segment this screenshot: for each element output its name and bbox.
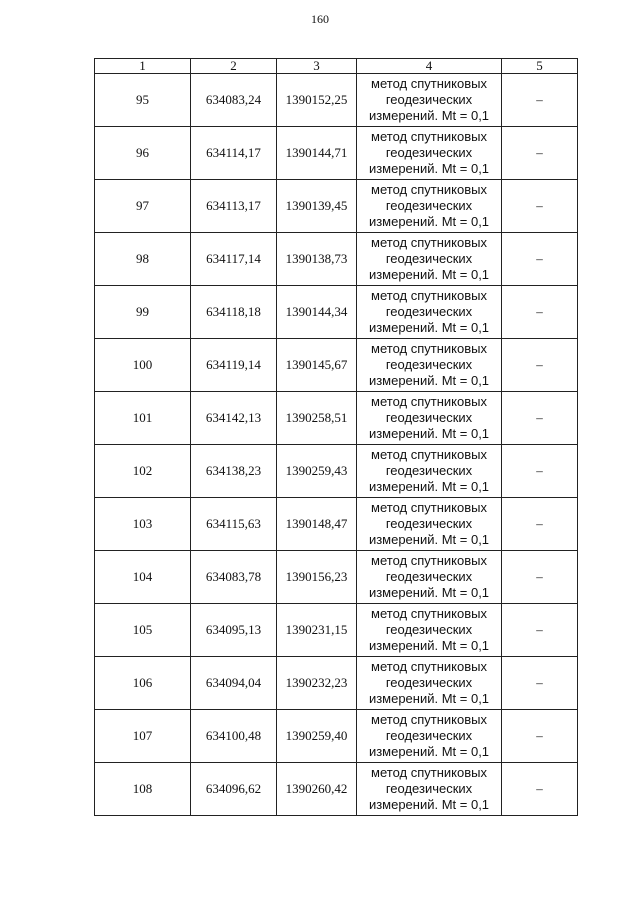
method-line: геодезических [385,463,473,478]
method-line: метод спутниковых [371,447,487,462]
method-line: метод спутниковых [371,500,487,515]
method-line: геодезических [385,251,473,266]
x-coordinate-cell: 634094,04 [191,657,277,710]
table-row [95,392,578,445]
method-cell [357,180,502,233]
method-line: измерений. Mt = 0,1 [368,532,490,547]
point-number-cell: 102 [95,445,191,498]
method-line: измерений. Mt = 0,1 [368,479,490,494]
y-coordinate-cell: 1390259,40 [277,710,357,763]
table-row [95,710,578,763]
method-line: геодезических [385,92,473,107]
point-number-cell: 107 [95,710,191,763]
table-row [95,498,578,551]
y-coordinate-cell: 1390231,15 [277,604,357,657]
method-line: геодезических [385,569,473,584]
x-coordinate-cell: 634100,48 [191,710,277,763]
method-cell [357,392,502,445]
column-header: 1 [95,59,191,74]
point-number-cell: 100 [95,339,191,392]
y-coordinate-cell: 1390145,67 [277,339,357,392]
method-line: метод спутниковых [371,235,487,250]
method-line: измерений. Mt = 0,1 [368,267,490,282]
method-line: метод спутниковых [371,76,487,91]
x-coordinate-cell: 634114,17 [191,127,277,180]
table-body [95,74,578,816]
table-header-row [95,59,578,74]
x-coordinate-cell: 634119,14 [191,339,277,392]
method-cell [357,604,502,657]
method-cell [357,339,502,392]
method-line: измерений. Mt = 0,1 [368,161,490,176]
table-row [95,127,578,180]
note-cell: – [502,180,578,233]
method-line: метод спутниковых [371,765,487,780]
x-coordinate-cell: 634096,62 [191,763,277,816]
note-cell: – [502,445,578,498]
method-line: измерений. Mt = 0,1 [368,214,490,229]
coordinates-table [94,58,578,816]
method-line: метод спутниковых [371,394,487,409]
table-row [95,286,578,339]
x-coordinate-cell: 634115,63 [191,498,277,551]
y-coordinate-cell: 1390258,51 [277,392,357,445]
point-number-cell: 105 [95,604,191,657]
point-number-cell: 101 [95,392,191,445]
y-coordinate-cell: 1390259,43 [277,445,357,498]
method-line: метод спутниковых [371,341,487,356]
method-line: геодезических [385,516,473,531]
point-number-cell: 99 [95,286,191,339]
note-cell: – [502,498,578,551]
table-row [95,604,578,657]
table-row [95,657,578,710]
table-row [95,339,578,392]
x-coordinate-cell: 634083,78 [191,551,277,604]
point-number-cell: 97 [95,180,191,233]
x-coordinate-cell: 634142,13 [191,392,277,445]
table-row [95,763,578,816]
method-line: измерений. Mt = 0,1 [368,797,490,812]
method-cell [357,710,502,763]
method-line: метод спутниковых [371,606,487,621]
y-coordinate-cell: 1390144,34 [277,286,357,339]
y-coordinate-cell: 1390156,23 [277,551,357,604]
method-line: измерений. Mt = 0,1 [368,691,490,706]
note-cell: – [502,710,578,763]
x-coordinate-cell: 634083,24 [191,74,277,127]
method-line: геодезических [385,357,473,372]
method-cell [357,657,502,710]
y-coordinate-cell: 1390138,73 [277,233,357,286]
method-cell [357,498,502,551]
method-cell [357,233,502,286]
column-header: 4 [357,59,502,74]
table-row [95,551,578,604]
method-cell [357,763,502,816]
method-line: геодезических [385,622,473,637]
y-coordinate-cell: 1390260,42 [277,763,357,816]
method-line: измерений. Mt = 0,1 [368,585,490,600]
method-line: измерений. Mt = 0,1 [368,373,490,388]
table-row [95,180,578,233]
note-cell: – [502,127,578,180]
page-number: 160 [311,12,329,26]
method-line: измерений. Mt = 0,1 [368,108,490,123]
method-line: геодезических [385,145,473,160]
method-line: метод спутниковых [371,288,487,303]
x-coordinate-cell: 634095,13 [191,604,277,657]
y-coordinate-cell: 1390232,23 [277,657,357,710]
y-coordinate-cell: 1390152,25 [277,74,357,127]
note-cell: – [502,74,578,127]
point-number-cell: 95 [95,74,191,127]
note-cell: – [502,604,578,657]
x-coordinate-cell: 634118,18 [191,286,277,339]
method-line: измерений. Mt = 0,1 [368,320,490,335]
y-coordinate-cell: 1390144,71 [277,127,357,180]
point-number-cell: 106 [95,657,191,710]
method-cell [357,74,502,127]
method-line: геодезических [385,728,473,743]
method-line: геодезических [385,675,473,690]
x-coordinate-cell: 634113,17 [191,180,277,233]
method-line: измерений. Mt = 0,1 [368,426,490,441]
note-cell: – [502,551,578,604]
method-line: метод спутниковых [371,553,487,568]
point-number-cell: 98 [95,233,191,286]
method-line: геодезических [385,198,473,213]
x-coordinate-cell: 634117,14 [191,233,277,286]
method-cell [357,127,502,180]
y-coordinate-cell: 1390139,45 [277,180,357,233]
method-cell [357,551,502,604]
method-cell [357,445,502,498]
point-number-cell: 104 [95,551,191,604]
note-cell: – [502,763,578,816]
point-number-cell: 103 [95,498,191,551]
method-line: метод спутниковых [371,659,487,674]
method-line: измерений. Mt = 0,1 [368,744,490,759]
method-line: геодезических [385,304,473,319]
x-coordinate-cell: 634138,23 [191,445,277,498]
method-line: метод спутниковых [371,129,487,144]
method-line: измерений. Mt = 0,1 [368,638,490,653]
point-number-cell: 108 [95,763,191,816]
method-line: метод спутниковых [371,182,487,197]
table-row [95,74,578,127]
column-header: 3 [277,59,357,74]
note-cell: – [502,657,578,710]
method-line: геодезических [385,410,473,425]
method-line: геодезических [385,781,473,796]
point-number-cell: 96 [95,127,191,180]
method-cell [357,286,502,339]
note-cell: – [502,392,578,445]
table-row [95,233,578,286]
column-header: 2 [191,59,277,74]
note-cell: – [502,233,578,286]
table-row [95,445,578,498]
note-cell: – [502,286,578,339]
y-coordinate-cell: 1390148,47 [277,498,357,551]
note-cell: – [502,339,578,392]
column-header: 5 [502,59,578,74]
method-line: метод спутниковых [371,712,487,727]
